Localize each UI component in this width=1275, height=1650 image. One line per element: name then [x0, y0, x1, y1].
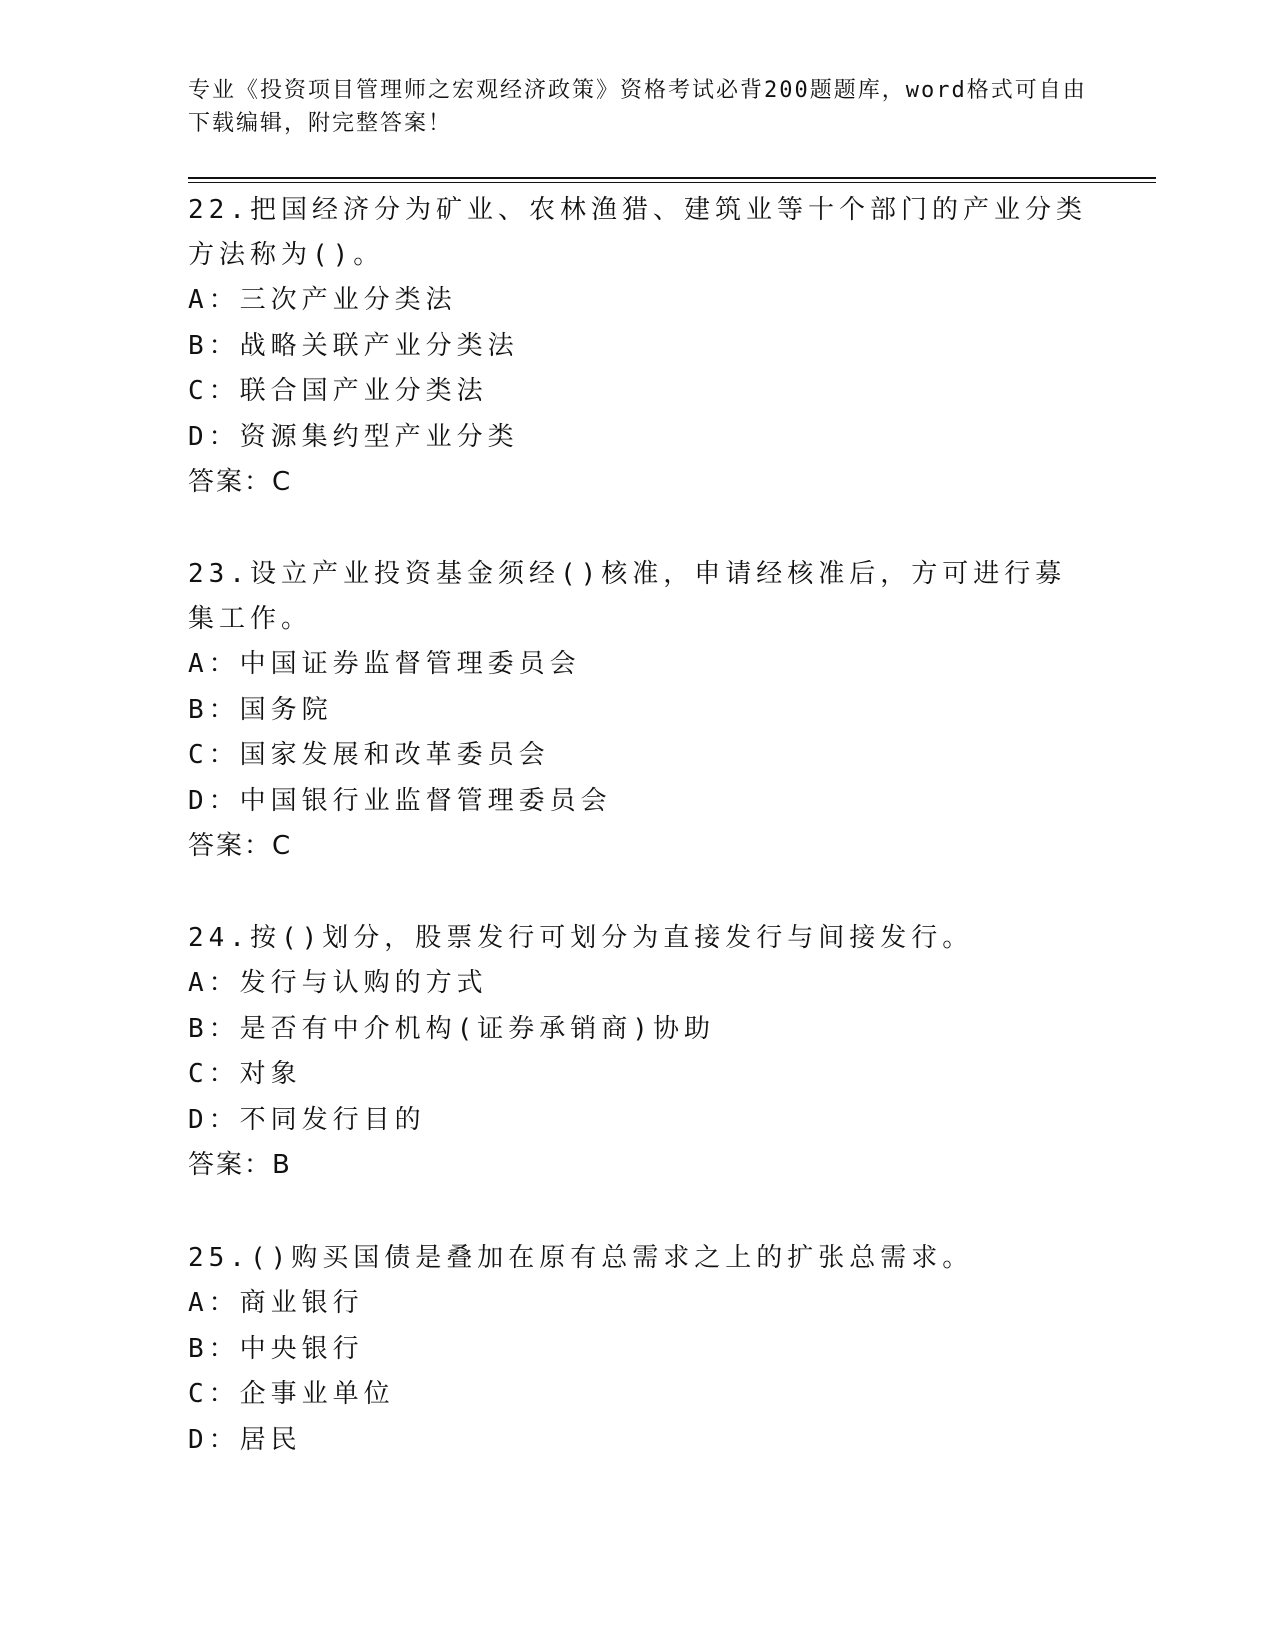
- question-stem: 25.()购买国债是叠加在原有总需求之上的扩张总需求。: [188, 1243, 974, 1273]
- question-24: [188, 916, 1088, 1189]
- option-c: C：对象: [188, 1059, 302, 1089]
- document-header: 专业《投资项目管理师之宏观经济政策》资格考试必背200题题库，word格式可自由下载编辑，附完整答案！: [188, 78, 1087, 136]
- option-a: A：商业银行: [188, 1288, 364, 1318]
- option-d: D：不同发行目的: [188, 1104, 426, 1135]
- question-22: [188, 188, 1088, 506]
- question-stem: 24.按()划分，股票发行可划分为直接发行与间接发行。: [188, 923, 974, 953]
- question-stem: 23.设立产业投资基金须经()核准，申请经核准后，方可进行募集工作。: [188, 559, 1067, 634]
- option-d: D：中国银行业监督管理委员会: [188, 785, 612, 816]
- question-25: [188, 1236, 1088, 1463]
- option-d: D：居民: [188, 1424, 302, 1455]
- question-stem: 22.把国经济分为矿业、农林渔猎、建筑业等十个部门的产业分类方法称为()。: [188, 195, 1087, 270]
- option-d: D：资源集约型产业分类: [188, 421, 519, 452]
- option-a: A：三次产业分类法: [188, 285, 457, 315]
- option-b: B：战略关联产业分类法: [188, 330, 519, 361]
- option-b: B：中央银行: [188, 1333, 364, 1364]
- header-divider-thin: [188, 182, 1156, 183]
- answer: 答案：B: [188, 1150, 292, 1180]
- option-b: B：是否有中介机构(证券承销商)协助: [188, 1013, 715, 1044]
- header-divider: [188, 177, 1156, 179]
- question-23: [188, 552, 1088, 870]
- option-b: B：国务院: [188, 694, 333, 725]
- option-a: A：发行与认购的方式: [188, 968, 488, 998]
- option-c: C：国家发展和改革委员会: [188, 740, 550, 770]
- answer: 答案：C: [188, 467, 293, 497]
- option-c: C：联合国产业分类法: [188, 376, 488, 406]
- answer: 答案：C: [188, 831, 293, 861]
- option-c: C：企事业单位: [188, 1379, 395, 1409]
- option-a: A：中国证券监督管理委员会: [188, 649, 581, 679]
